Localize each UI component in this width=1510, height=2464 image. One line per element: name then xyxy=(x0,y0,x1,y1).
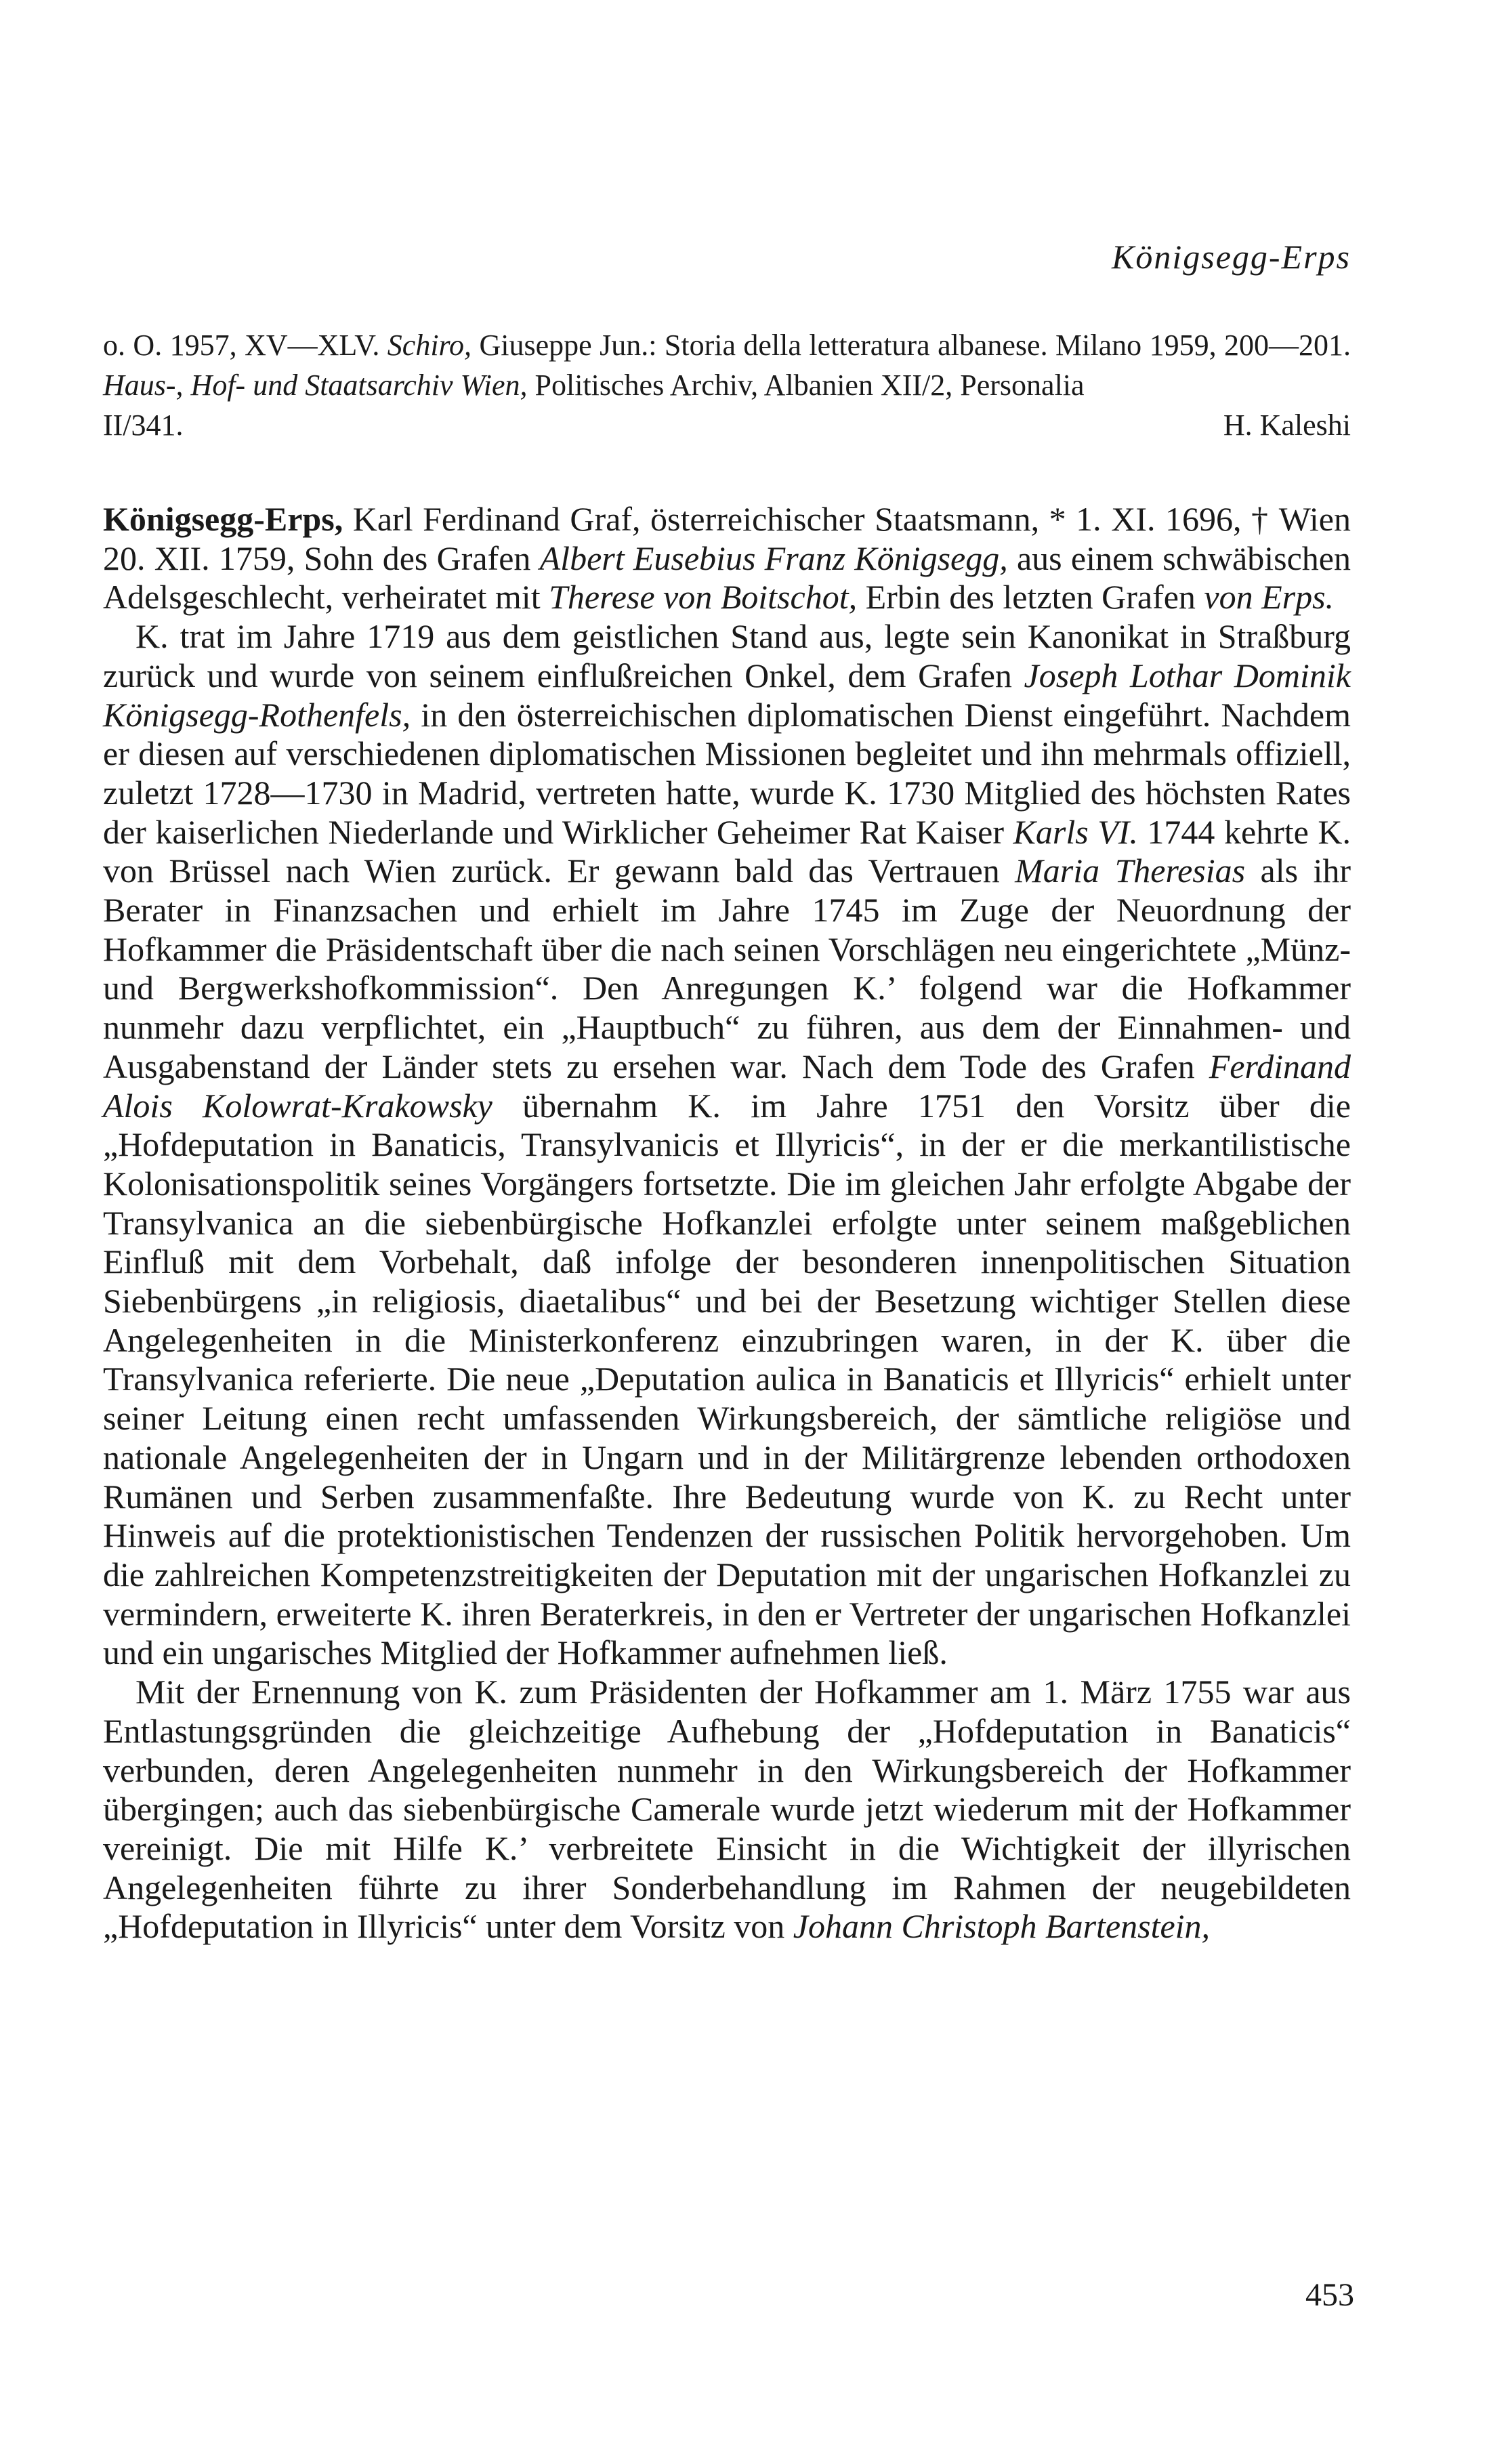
text-run: Politisches Archiv, Albanien XII/2, Personalia xyxy=(527,369,1085,402)
bibliography-block xyxy=(103,325,1351,445)
text-run: in den österreichischen diplomatischen Dienst eingeführt. Nachdem er diesen auf verschiedenen diplomatischen Missionen begleitet und ihn mehrmals offiziell, zuletzt 1728—1730 in Madrid, vertreten hatte, wurde K. 1730 Mitglied des höchsten Rates der kaiserlichen Niederlande und Wirklicher Geheimer Rat Kaiser xyxy=(103,695,1351,851)
italic-text-run: Haus-, Hof- und Staatsarchiv Wien, xyxy=(103,369,528,402)
text-run: 1744 kehrte K. von Brüssel nach Wien zurück. Er gewann bald das Vertrauen xyxy=(103,812,1351,890)
bibliography-text xyxy=(103,325,1351,405)
article-paragraph xyxy=(103,1673,1351,1946)
text-run: aus einem schwäbischen Adelsgeschlecht, verheiratet mit xyxy=(103,539,1351,617)
article-paragraph xyxy=(103,500,1351,617)
italic-text-run: Joseph Lothar Dominik Königsegg-Rothenfels, xyxy=(103,656,1351,734)
italic-text-run: Albert Eusebius Franz Königsegg, xyxy=(539,539,1008,577)
italic-text-run: Therese von Boitschot, xyxy=(549,578,858,617)
italic-text-run: Schiro, xyxy=(387,329,472,362)
bibliography-signature-row xyxy=(103,405,1351,445)
text-run: Mit der Ernennung von K. zum Präsidenten der Hofkammer am 1. März 1755 war aus Entlastungsgründen die gleichzeitige Aufhebung der „Hofdeputation in Banaticis“ verbunden, deren Angelegenheiten nunmehr in den Wirkungsbereich der Hofkammer übergingen; auch das siebenbürgische Camerale wurde jetzt wiederum mit der Hofkammer vereinigt. Die mit Hilfe K.’ verbreitete Einsicht in die Wichtigkeit der illyrischen Angelegenheiten führte zu ihrer Sonderbehandlung im Rahmen der neugebildeten „Hofdeputation in Illyricis“ unter dem Vorsitz von xyxy=(103,1673,1351,1946)
text-run: übernahm K. im Jahre 1751 den Vorsitz über die „Hofdeputation in Banaticis, Transylvanicis et Illyricis“, in der er die merkantilistische Kolonisationspolitik seines Vorgängers fortsetzte. Die im gleichen Jahr erfolgte Abgabe der Transylvanica an die siebenbürgische Hofkanzlei erfolgte unter seinem maßgeblichen Einfluß mit dem Vorbehalt, daß infolge der besonderen innenpolitischen Situation Siebenbürgens „in religiosis, diaetalibus“ und bei der Besetzung wichtiger Stellen diese Angelegenheiten in die Ministerkonferenz einzubringen waren, in der K. über die Transylvanica referierte. Die neue „Deputation aulica in Banaticis et Illyricis“ erhielt unter seiner Leitung einen recht umfassenden Wirkungsbereich, der sämtliche religiöse und nationale Angelegenheiten der in Ungarn und in der Militärgrenze lebenden orthodoxen Rumänen und Serben zusammenfaßte. Ihre Bedeutung wurde von K. zu Recht unter Hinweis auf die protektionistischen Tendenzen der russischen Politik hervorgehoben. Um die zahlreichen Kompetenzstreitigkeiten der Deputation mit der ungarischen Hofkanzlei zu vermindern, erweiterte K. ihren Beraterkreis, in den er Vertreter der ungarischen Hofkanzlei und ein ungarisches Mitglied der Hofkammer aufnehmen ließ. xyxy=(103,1086,1351,1672)
bold-text-run: Königsegg-Erps, xyxy=(103,500,343,538)
article-paragraph xyxy=(103,617,1351,1673)
text-run: Giuseppe Jun.: Storia della letteratura albanese. Milano 1959, 200—201. xyxy=(471,329,1351,362)
italic-text-run: Maria Theresias xyxy=(1015,852,1246,890)
article-body xyxy=(103,500,1351,1946)
text-run: Karl Ferdinand Graf, österreichischer Staatsmann, * 1. XI. 1696, † Wien 20. XII. 1759, Sohn des Grafen xyxy=(103,500,1351,577)
page-number: 453 xyxy=(1305,2277,1354,2313)
text-run: als ihr Berater in Finanzsachen und erhielt im Jahre 1745 im Zuge der Neuordnung der Hofkammer die Präsidentschaft über die nach seinen Vorschlägen neu eingerichtete „Münz- und Bergwerkshofkommission“. Den Anregungen K.’ folgend war die Hofkammer nunmehr dazu verpflichtet, ein „Hauptbuch“ zu führen, aus dem der Einnahmen- und Ausgabenstand der Länder stets zu ersehen war. Nach dem Tode des Grafen xyxy=(103,852,1351,1085)
running-header: Königsegg-Erps xyxy=(1112,238,1351,276)
text-run: o. O. 1957, XV—XLV. xyxy=(103,329,387,362)
article-author: H. Kaleshi xyxy=(1223,409,1351,442)
text-run: K. trat im Jahre 1719 aus dem geistlichen Stand aus, legte sein Kanonikat in Straßburg zurück und wurde von seinem einflußreichen Onkel, dem Grafen xyxy=(103,617,1351,694)
italic-text-run: Johann Christoph Bartenstein, xyxy=(793,1907,1211,1946)
italic-text-run: von Erps. xyxy=(1204,578,1335,617)
italic-text-run: Ferdinand Alois Kolowrat-Krakowsky xyxy=(103,1047,1351,1125)
italic-text-run: Karls VI. xyxy=(1013,812,1138,851)
text-run: Erbin des letzten Grafen xyxy=(857,578,1204,617)
bibliography-last-line: II/341. xyxy=(103,409,184,442)
